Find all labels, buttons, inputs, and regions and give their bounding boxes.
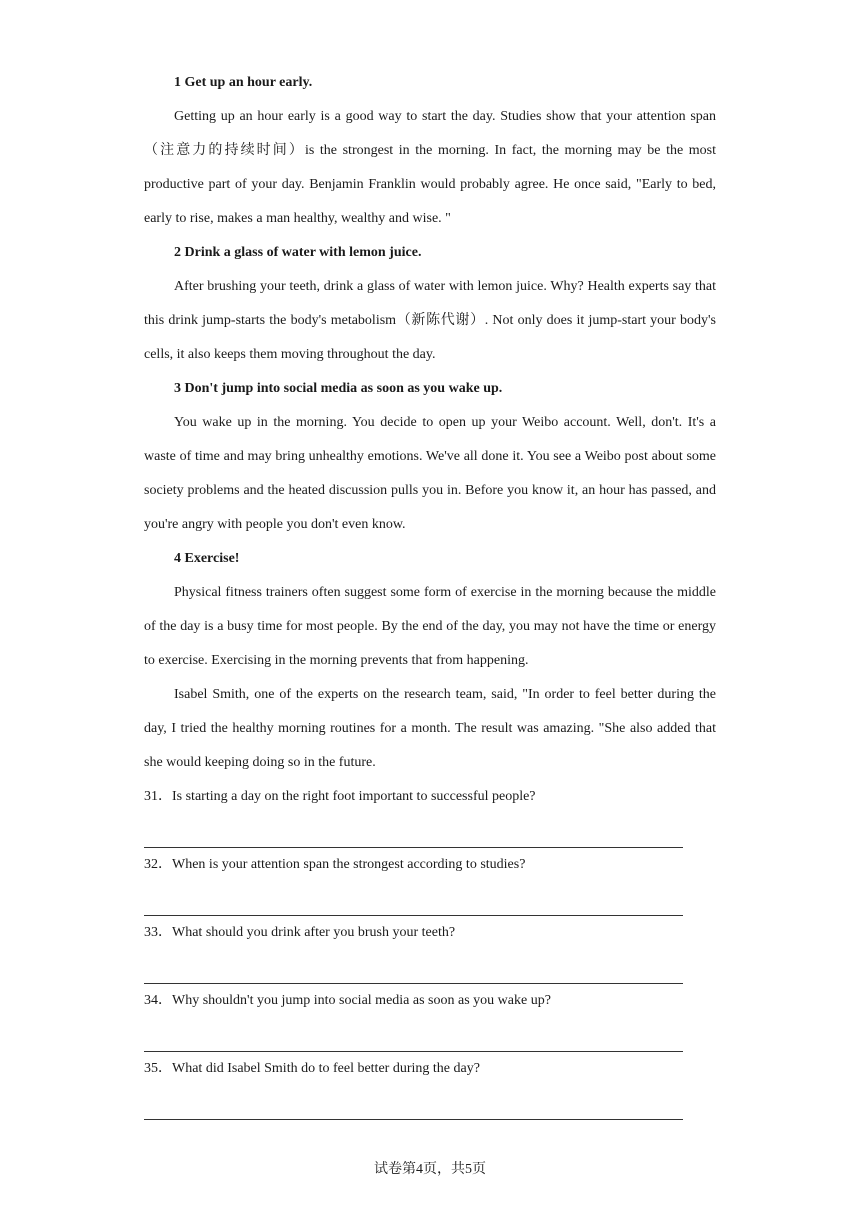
section-heading: 2 Drink a glass of water with lemon juice. [174, 245, 422, 260]
answer-line-32[interactable] [144, 882, 683, 916]
section-heading: 3 Don't jump into social media as soon as you wake up. [174, 381, 503, 396]
paragraph: Isabel Smith, one of the experts on the research team, said, "In order to feel better during the day, I tried the healthy morning routines for a month. The result was amazing. "She also added that she would keeping doing so in the future. [144, 687, 716, 770]
question-33: 33．What should you drink after you brush your teeth? [144, 925, 456, 940]
paragraph: You wake up in the morning. You decide to open up your Weibo account. Well, don't. It's a waste of time and may bring unhealthy emotions. We've all done it. You see a Weibo post about some society problems and the heated discussion pulls you in. Before you know it, an hour has passed, and you're angry with people you don't even know. [144, 415, 716, 532]
question-34: 34．Why shouldn't you jump into social media as soon as you wake up? [144, 993, 551, 1008]
answer-line-34[interactable] [144, 1018, 683, 1052]
paragraph: Physical fitness trainers often suggest some form of exercise in the morning because the middle of the day is a busy time for most people. By the end of the day, you may not have the time or energy to exercise. Exercising in the morning prevents that from happening. [144, 585, 716, 668]
section-heading: 4 Exercise! [174, 551, 240, 566]
question-32: 32．When is your attention span the strongest according to studies? [144, 857, 526, 872]
question-31: 31．Is starting a day on the right foot important to successful people? [144, 789, 536, 804]
section-heading: 1 Get up an hour early. [174, 75, 313, 90]
paragraph: Getting up an hour early is a good way to start the day. Studies show that your attention span （注意力的持续时间）is the strongest in the morning. In fact, the morning may be the most productive part of your day. Benjamin Franklin would probably agree. He once said, "Early to bed, early to rise, makes a man healthy, wealthy and wise. " [144, 109, 716, 226]
answer-line-31[interactable] [144, 814, 683, 848]
page-footer: 试卷第4页，共5页 [374, 1162, 486, 1177]
paragraph: After brushing your teeth, drink a glass of water with lemon juice. Why? Health experts say that this drink jump-starts the body's metabolism（新陈代谢）. Not only does it jump-start your body's cells, it also keeps them moving throughout the day. [144, 279, 716, 362]
page-content [144, 66, 716, 1120]
answer-line-35[interactable] [144, 1086, 683, 1120]
question-list [144, 780, 716, 1120]
answer-line-33[interactable] [144, 950, 683, 984]
question-35: 35．What did Isabel Smith do to feel better during the day? [144, 1061, 480, 1076]
